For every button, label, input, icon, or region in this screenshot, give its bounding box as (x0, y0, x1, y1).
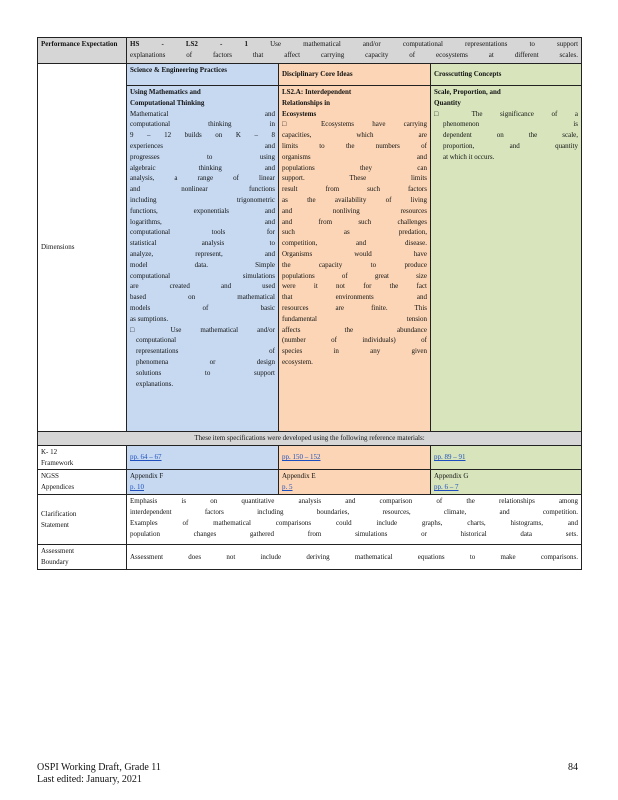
sep-bullet-line: explanations. (136, 379, 174, 388)
bullet-box-icon: □ (130, 325, 171, 334)
sep-text-line: including trigonometric (130, 195, 275, 204)
dci-text-line: competition, and disease. (282, 239, 427, 248)
sep-bullet-line: computational (136, 336, 177, 345)
clarification-line: interdependent factors including boundaries, resources, climate, and competition. (130, 508, 579, 517)
dci-text-line: affects the abundance (282, 325, 427, 334)
dci-text-line: species in any given (282, 347, 427, 356)
sep-text-line: analyze, represent, and (130, 249, 275, 258)
footer-edited-line: Last edited: January, 2021 (37, 774, 142, 785)
dci-text-line: capacities, which are (282, 131, 427, 140)
bullet-box-icon: □ (434, 109, 472, 118)
sep-text-line: experiences and (130, 141, 275, 150)
sep-text-line: models of basic (130, 303, 275, 312)
sep-content (127, 86, 279, 432)
sep-text-line: progresses to using (130, 152, 275, 161)
sep-text-line: statistical analysis to (130, 239, 275, 248)
sep-text-line: computational simulations (130, 271, 275, 280)
dci-content (279, 86, 431, 432)
k12-dci-link[interactable]: pp. 150 – 152 (282, 453, 321, 462)
ngss-sep-cell: Appendix F p. 10 (127, 470, 279, 495)
ccc-title-2: Quantity (434, 98, 461, 107)
sep-text-line: logarithms, and (130, 217, 275, 226)
dci-text-line: and from such challenges (282, 217, 427, 226)
dci-text-line: resources are finite. This (282, 303, 427, 312)
sep-text-line: computational tools for (130, 228, 275, 237)
dci-text-line: populations they can (282, 163, 427, 172)
k12-ccc-cell (431, 445, 582, 470)
item-specification-table (37, 37, 582, 570)
reference-banner: These item specifications were developed using the following reference materials: (38, 432, 582, 446)
sep-text-line: Mathematical and (130, 109, 275, 118)
ccc-content (431, 86, 582, 432)
dci-title-3: Ecosystems (282, 109, 317, 118)
page-footer (37, 762, 161, 786)
k12-ccc-link[interactable]: pp. 89 – 91 (434, 453, 466, 462)
dci-text-line: fundamental tension (282, 314, 427, 323)
dci-text-line: support. These limits (282, 174, 427, 183)
ngss-ccc-cell: Appendix G pp. 6 – 7 (431, 470, 582, 495)
dci-header: Disciplinary Core Ideas (279, 64, 431, 86)
k12-dci-cell (279, 445, 431, 470)
ccc-text-line: dependent on the scale, (443, 131, 579, 140)
dci-text-line: populations of great size (282, 271, 427, 280)
pe-text-line-1: Use mathematical and/or computational representations to support (270, 40, 579, 48)
sep-header: Science & Engineering Practices (127, 64, 279, 86)
pe-label: Performance Expectation (41, 40, 118, 48)
sep-text-line: and nonlinear functions (130, 185, 275, 194)
sep-text-line: algebraic thinking and (130, 163, 275, 172)
sep-text-line: computational thinking in (130, 120, 275, 129)
dci-text-line: (number of individuals) of (282, 336, 427, 345)
dci-text-line: that environments and (282, 293, 427, 302)
sep-text-line: are created and used (130, 282, 275, 291)
sep-bullet-line: phenomena or design (136, 357, 275, 366)
pe-code: HS - LS2 - 1 (130, 40, 248, 48)
sep-text-line: based on mathematical (130, 293, 275, 302)
assessment-boundary-label: Assessment Boundary (38, 545, 127, 570)
dci-text-line: organisms and (282, 152, 427, 161)
sep-title-2: Computational Thinking (130, 98, 205, 107)
pe-label-cell (38, 38, 127, 64)
sep-text-line: 9 – 12 builds on K – 8 (130, 131, 275, 140)
dci-text-line: such as predation, (282, 228, 427, 237)
dci-text-line: as the availability of living (282, 195, 427, 204)
clarification-statement (127, 495, 582, 545)
sep-text-line: as sumptions. (130, 314, 169, 323)
dci-text-line: ecosystem. (282, 357, 313, 366)
dci-text-line: result from such factors (282, 185, 427, 194)
dci-text-line: Organisms would have (282, 249, 427, 258)
dimensions-label: Dimensions (38, 64, 127, 432)
ccc-description (434, 109, 578, 163)
ccc-text-line: phenomenon is (443, 120, 579, 129)
ccc-text-line: proportion, and quantity (443, 141, 579, 150)
clarification-line: Emphasis is on quantitative analysis and comparison of the relationships among (130, 497, 579, 506)
ngss-label: NGSS Appendices (38, 470, 127, 495)
clarification-line: population changes gathered from simulations or historical data sets. (130, 529, 579, 538)
sep-bullet-line: solutions to support (136, 368, 275, 377)
ngss-dci-link[interactable]: p. 5 (282, 483, 293, 492)
sep-bullet-line: □ Use mathematical and/or (130, 325, 275, 334)
ccc-header: Crosscutting Concepts (431, 64, 582, 86)
clarification-label: Clarification Statement (38, 495, 127, 545)
dci-text-line: limits to the numbers of (282, 141, 427, 150)
pe-text-cell (127, 38, 582, 64)
k12-sep-cell (127, 445, 279, 470)
k12-sep-link[interactable]: pp. 64 – 67 (130, 453, 162, 462)
dci-description (282, 119, 427, 367)
dci-text-line: the capacity to produce (282, 260, 427, 269)
dci-text-line: □ Ecosystems have carrying (282, 120, 428, 129)
dci-text-line: and nonliving resources (282, 206, 427, 215)
ccc-title-1: Scale, Proportion, and (434, 88, 501, 96)
pe-text-line-2: explanations of factors that affect carrying capacity of ecosystems at different scales. (130, 50, 579, 59)
dci-title-1: LS2.A: Interdependent (282, 88, 352, 96)
sep-text-line: analysis, a range of linear (130, 174, 275, 183)
sep-description (130, 109, 275, 325)
ngss-ccc-link[interactable]: pp. 6 – 7 (434, 483, 459, 492)
ccc-text-line: □ The significance of a (434, 109, 579, 118)
dci-title-2: Relationships in (282, 98, 331, 107)
sep-title-1: Using Mathematics and (130, 88, 201, 96)
assessment-boundary-statement: Assessment does not include deriving mathematical equations to make comparisons. (127, 545, 582, 570)
dci-text-line: were it not for the fact (282, 282, 427, 291)
sep-bullet-line: representations of (136, 347, 275, 356)
sep-bullet (130, 325, 275, 390)
footer-draft-line: OSPI Working Draft, Grade 11 (37, 762, 161, 773)
bullet-box-icon: □ (282, 120, 321, 129)
k12-label: K- 12 Framework (38, 445, 127, 470)
sep-text-line: model data. Simple (130, 260, 275, 269)
page-number: 84 (568, 762, 578, 773)
ngss-dci-cell: Appendix E p. 5 (279, 470, 431, 495)
ccc-text-line: at which it occurs. (443, 152, 495, 161)
sep-text-line: functions, exponentials and (130, 206, 275, 215)
clarification-line: Examples of mathematical comparisons could include graphs, charts, histograms, and (130, 518, 579, 527)
ngss-sep-link[interactable]: p. 10 (130, 483, 144, 492)
